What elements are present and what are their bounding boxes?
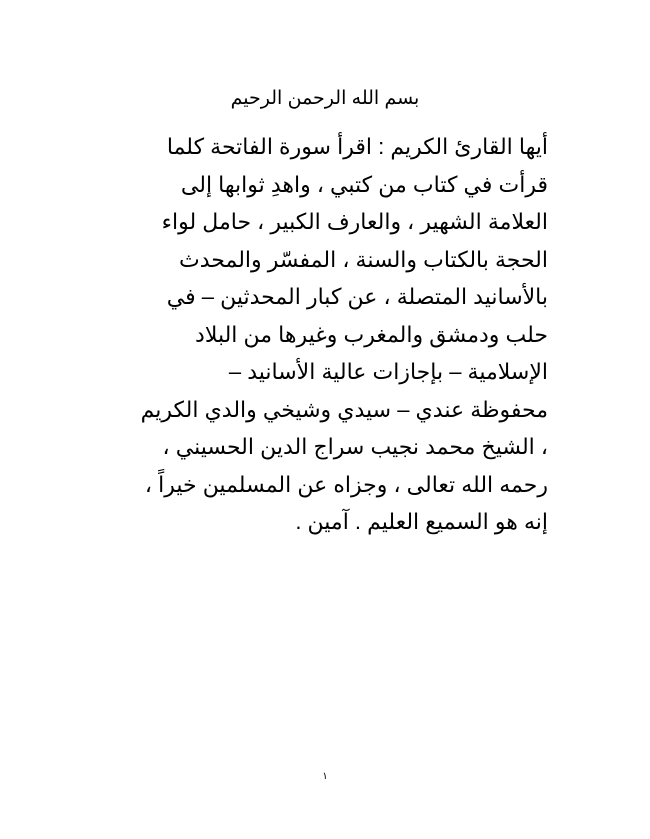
body-paragraph (92, 128, 548, 541)
text-line: حلب ودمشق والمغرب وغيرها من البلاد (195, 321, 548, 347)
text-line: قرأت في كتاب من كتبي ، واهدِ ثوابها إلى (180, 171, 548, 197)
text-line: ، الشيخ محمد نجيب سراج الدين الحسيني ، (162, 434, 548, 459)
text-line: أيها القارئ الكريم : اقرأ سورة الفاتحة كلما (166, 134, 548, 159)
text-line: الإسلامية – بإجازات عالية الأسانيد – (228, 359, 548, 384)
text-line: بالأسانيد المتصلة ، عن كبار المحدثين – في (166, 284, 548, 309)
text-line: العلامة الشهير ، والعارف الكبير ، حامل لواء (161, 209, 548, 234)
text-line: الحجة بالكتاب والسنة ، المفسّر والمحدث (179, 246, 548, 272)
text-line: رحمه الله تعالى ، وجزاه عن المسلمين خيراً ، (144, 471, 548, 497)
page-number: ١ (322, 771, 328, 782)
text-line: محفوظة عندي – سيدي وشيخي والدي الكريم (140, 396, 548, 422)
text-line: إنه هو السميع العليم . آمين . (295, 509, 548, 534)
basmala-heading: بسم الله الرحمن الرحيم (230, 88, 420, 109)
